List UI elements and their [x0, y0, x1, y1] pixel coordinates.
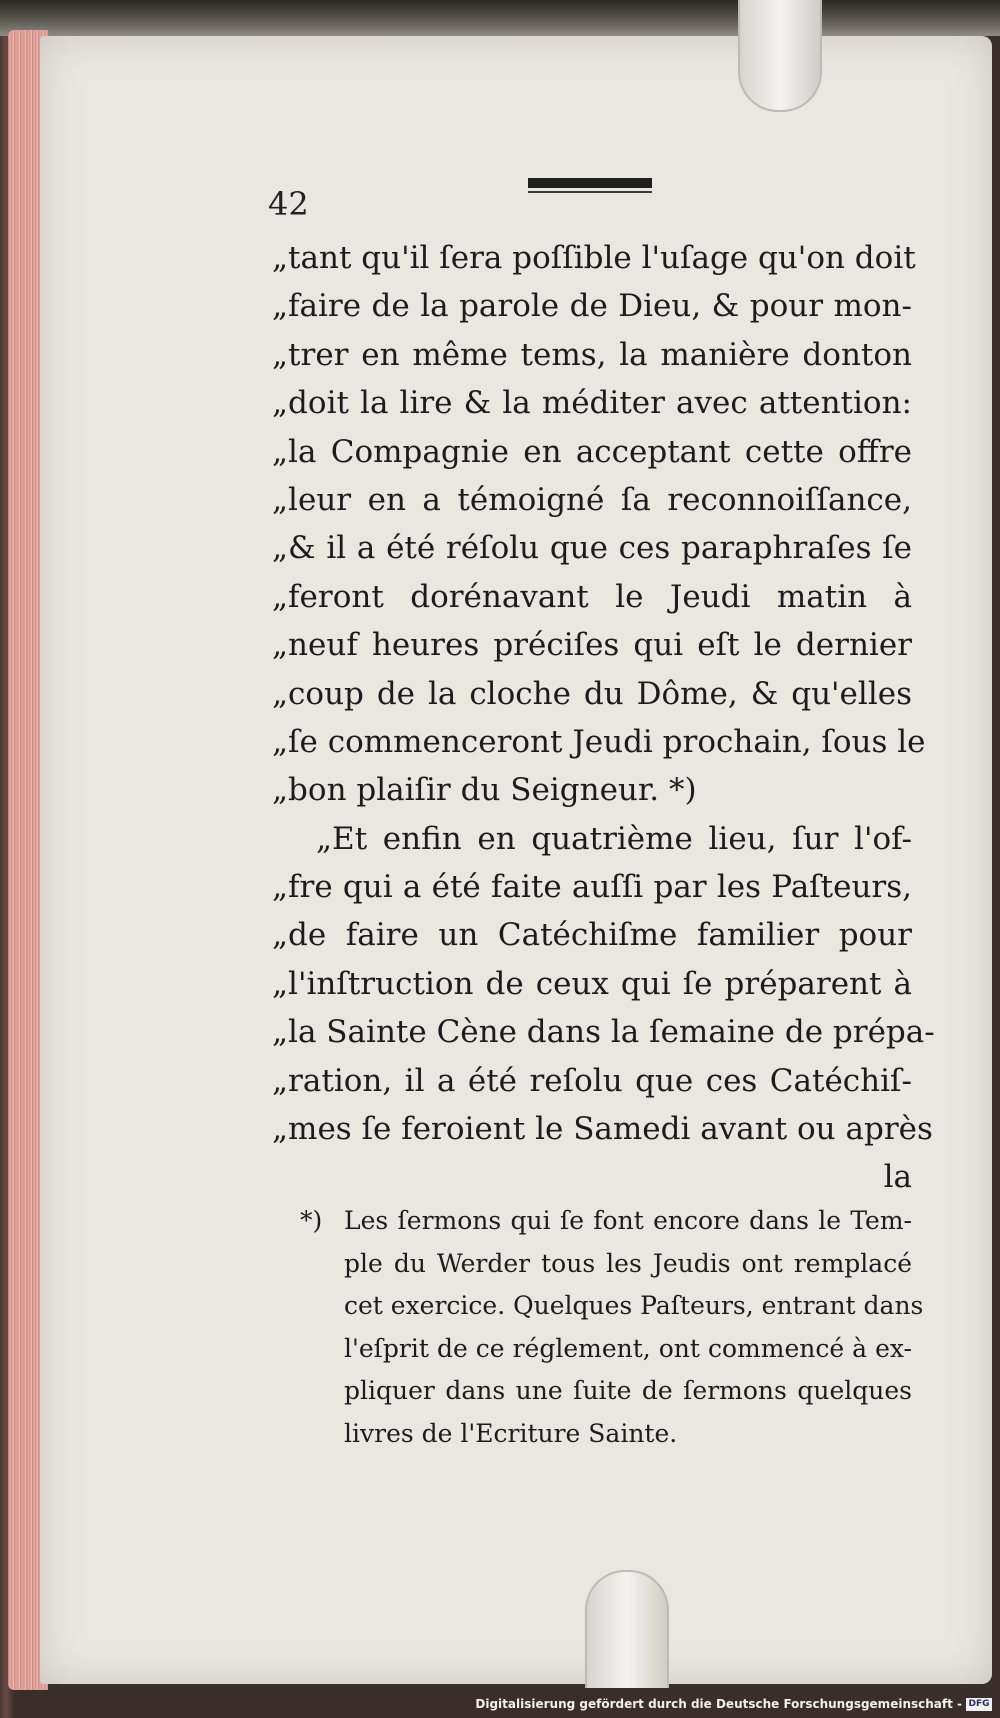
header-rule [528, 178, 652, 188]
footnote-line: cet exercice. Quelques Paſteurs, entrant dans [344, 1291, 924, 1320]
body-line: „coup de la cloche du Dôme, & qu'elles [272, 675, 912, 712]
footnote-body [344, 1200, 924, 1455]
footnote-line: pliquer dans une ſuite de ſermons quelques [344, 1376, 912, 1405]
body-line: „tant qu'il ſera poſſible l'uſage qu'on doit [272, 240, 916, 276]
body-line: „fre qui a été faite auſſi par les Paſteurs, [272, 869, 912, 906]
page-clip-top [738, 0, 822, 112]
body-line: „& il a été réſolu que ces paraphraſes ſe [272, 530, 912, 567]
body-line: „trer en même tems, la manière donton [272, 336, 912, 373]
footnote-line: ple du Werder tous les Jeudis ont remplacé [344, 1248, 912, 1278]
body-line: „Et enfin en quatrième lieu, ſur l'of- [316, 820, 912, 857]
dfg-logo: DFG [966, 1698, 992, 1711]
body-line: „la Compagnie en acceptant cette offre [272, 433, 912, 470]
footnote-mark: *) [300, 1206, 323, 1235]
body-line: „de faire un Catéchiſme familier pour [272, 917, 912, 954]
body-line: „l'inſtruction de ceux qui ſe préparent à [272, 965, 912, 1002]
page-number: 42 [268, 185, 309, 223]
body-line: „leur en a témoigné ſa reconnoiſſance, [272, 481, 912, 518]
body-line: „la Sainte Cène dans la ſemaine de prépa- [272, 1014, 935, 1051]
footnote [300, 1200, 924, 1455]
body-line: „ſe commenceront Jeudi prochain, ſous le [272, 723, 926, 760]
footnote-line: livres de l'Ecriture Sainte. [344, 1418, 678, 1448]
scanner-top-band [0, 0, 1000, 36]
body-line: „ration, il a été reſolu que ces Catéchiſ- [272, 1062, 912, 1099]
body-line: „bon plaiſir du Seigneur. *) [272, 772, 697, 809]
body-line: „doit la lire & la méditer avec attention: [272, 385, 912, 422]
footnote-line: l'eſprit de ce réglement, ont commencé à ex- [344, 1333, 912, 1363]
footnote-line: Les ſermons qui ſe font encore dans le Tem- [344, 1206, 912, 1235]
body-line: „feront dorénavant le Jeudi matin à [272, 578, 912, 615]
digitization-credit: Digitalisierung gefördert durch die Deutsche Forschungsgemeinschaft - [475, 1697, 962, 1711]
body-line: „neuf heures préciſes qui eſt le dernier [272, 627, 912, 664]
catchword: la [883, 1159, 912, 1196]
body-text [272, 234, 935, 1202]
page-clip-bottom [585, 1570, 669, 1688]
body-line: „mes ſe feroient le Samedi avant ou après [272, 1111, 933, 1148]
body-line: „faire de la parole de Dieu, & pour mon- [272, 288, 912, 325]
